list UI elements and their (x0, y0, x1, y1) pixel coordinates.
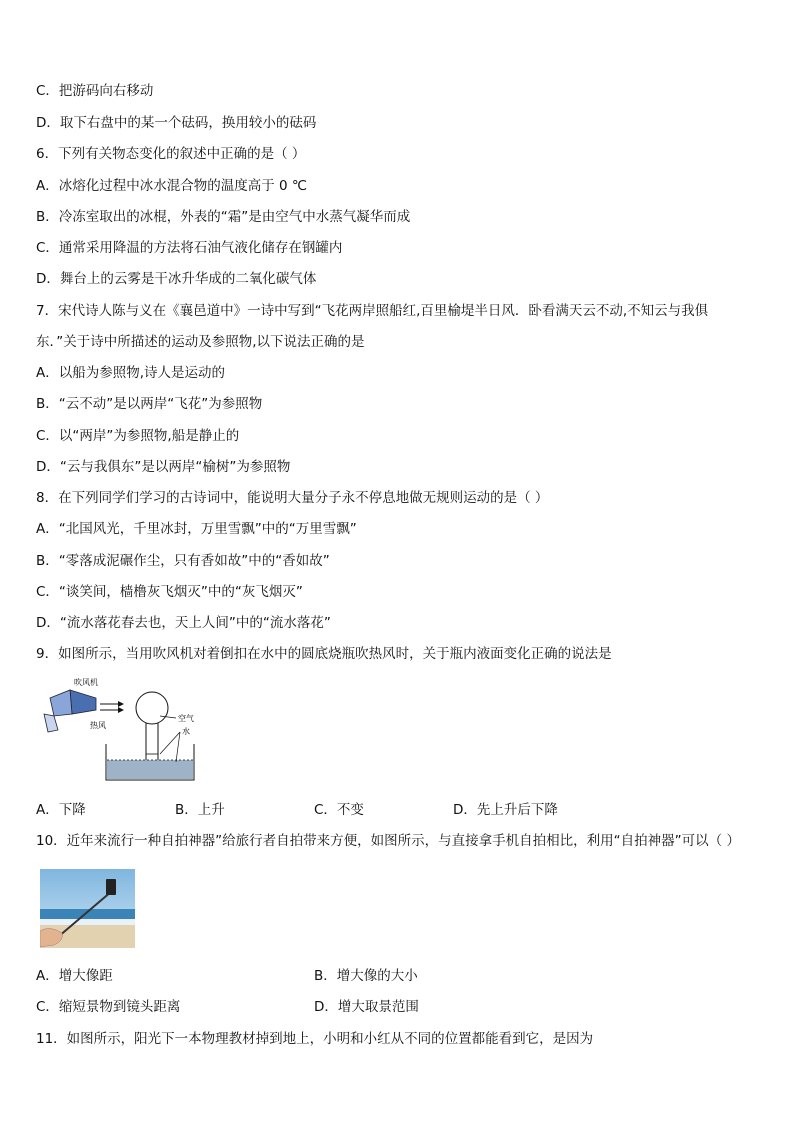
question-7-line2: 东．”关于诗中所描述的运动及参照物,以下说法正确的是 (36, 334, 365, 350)
line-q7d: D．“云与我俱东”是以两岸“榆树”为参照物 (36, 459, 291, 475)
question-8: 8．在下列同学们学习的古诗词中，能说明大量分子永不停息地做无规则运动的是（ ） (36, 490, 549, 506)
line-q6b: B．冷冻室取出的冰棍，外表的“霜”是由空气中水蒸气凝华而成 (36, 209, 411, 225)
hair-dryer-flask-figure (40, 674, 220, 786)
phone-icon (106, 879, 116, 895)
question-11: 11．如图所示，阳光下一本物理教材掉到地上，小明和小红从不同的位置都能看到它，是因为 (36, 1031, 594, 1047)
selfie-stick-photo (40, 869, 135, 948)
q9-option-a: A．下降 (36, 802, 86, 818)
line-q8d: D．“流水落花春去也，天上人间”中的“流水落花” (36, 615, 331, 631)
dryer-label: 吹风机 (74, 678, 98, 687)
line-q6c: C．通常采用降温的方法将石油气液化储存在钢罐内 (36, 240, 343, 256)
question-6: 6．下列有关物态变化的叙述中正确的是（ ） (36, 146, 306, 162)
line-q7a: A．以船为参照物,诗人是运动的 (36, 365, 226, 381)
question-10: 10．近年来流行一种自拍神器”给旅行者自拍带来方便，如图所示，与直接拿手机自拍相比，利用“自拍神器”可以（ ） (36, 833, 740, 849)
q10-option-a: A．增大像距 (36, 968, 113, 984)
hair-dryer-icon (70, 690, 96, 714)
q9-option-c: C．不变 (314, 802, 364, 818)
hot-air-label: 热风 (90, 721, 106, 730)
flask-bulb (136, 692, 168, 724)
air-label: 空气 (178, 714, 194, 723)
line-q7b: B．“云不动”是以两岸“飞花”为参照物 (36, 396, 263, 412)
q9-option-b: B．上升 (175, 802, 225, 818)
line-q5c: C．把游码向右移动 (36, 83, 154, 99)
q10-option-b: B．增大像的大小 (314, 968, 418, 984)
q9-option-d: D．先上升后下降 (453, 802, 558, 818)
line-q6d: D．舞台上的云雾是干冰升华成的二氧化碳气体 (36, 271, 317, 287)
question-7-line1: 7．宋代诗人陈与义在《襄邑道中》一诗中写到“飞花两岸照船红,百里榆堤半日风．卧看满天云不动,不知云与我俱 (36, 303, 709, 319)
line-q7c: C．以“两岸”为参照物,船是静止的 (36, 428, 240, 444)
line-q5d: D．取下右盘中的某一个砝码，换用较小的砝码 (36, 115, 317, 131)
q10-option-c: C．缩短景物到镜头距离 (36, 999, 181, 1015)
question-9: 9．如图所示，当用吹风机对着倒扣在水中的圆底烧瓶吹热风时，关于瓶内液面变化正确的说法是 (36, 646, 612, 662)
line-q8b: B．“零落成泥碾作尘，只有香如故”中的“香如故” (36, 553, 330, 569)
line-q6a: A．冰熔化过程中冰水混合物的温度高于 0 ℃ (36, 178, 308, 194)
line-q8a: A．“北国风光，千里冰封，万里雪飘”中的“万里雪飘” (36, 521, 357, 537)
water-label: 水 (182, 727, 190, 736)
q10-option-d: D．增大取景范围 (314, 999, 419, 1015)
line-q8c: C．“谈笑间，樯橹灰飞烟灭”中的“灰飞烟灭” (36, 584, 303, 600)
